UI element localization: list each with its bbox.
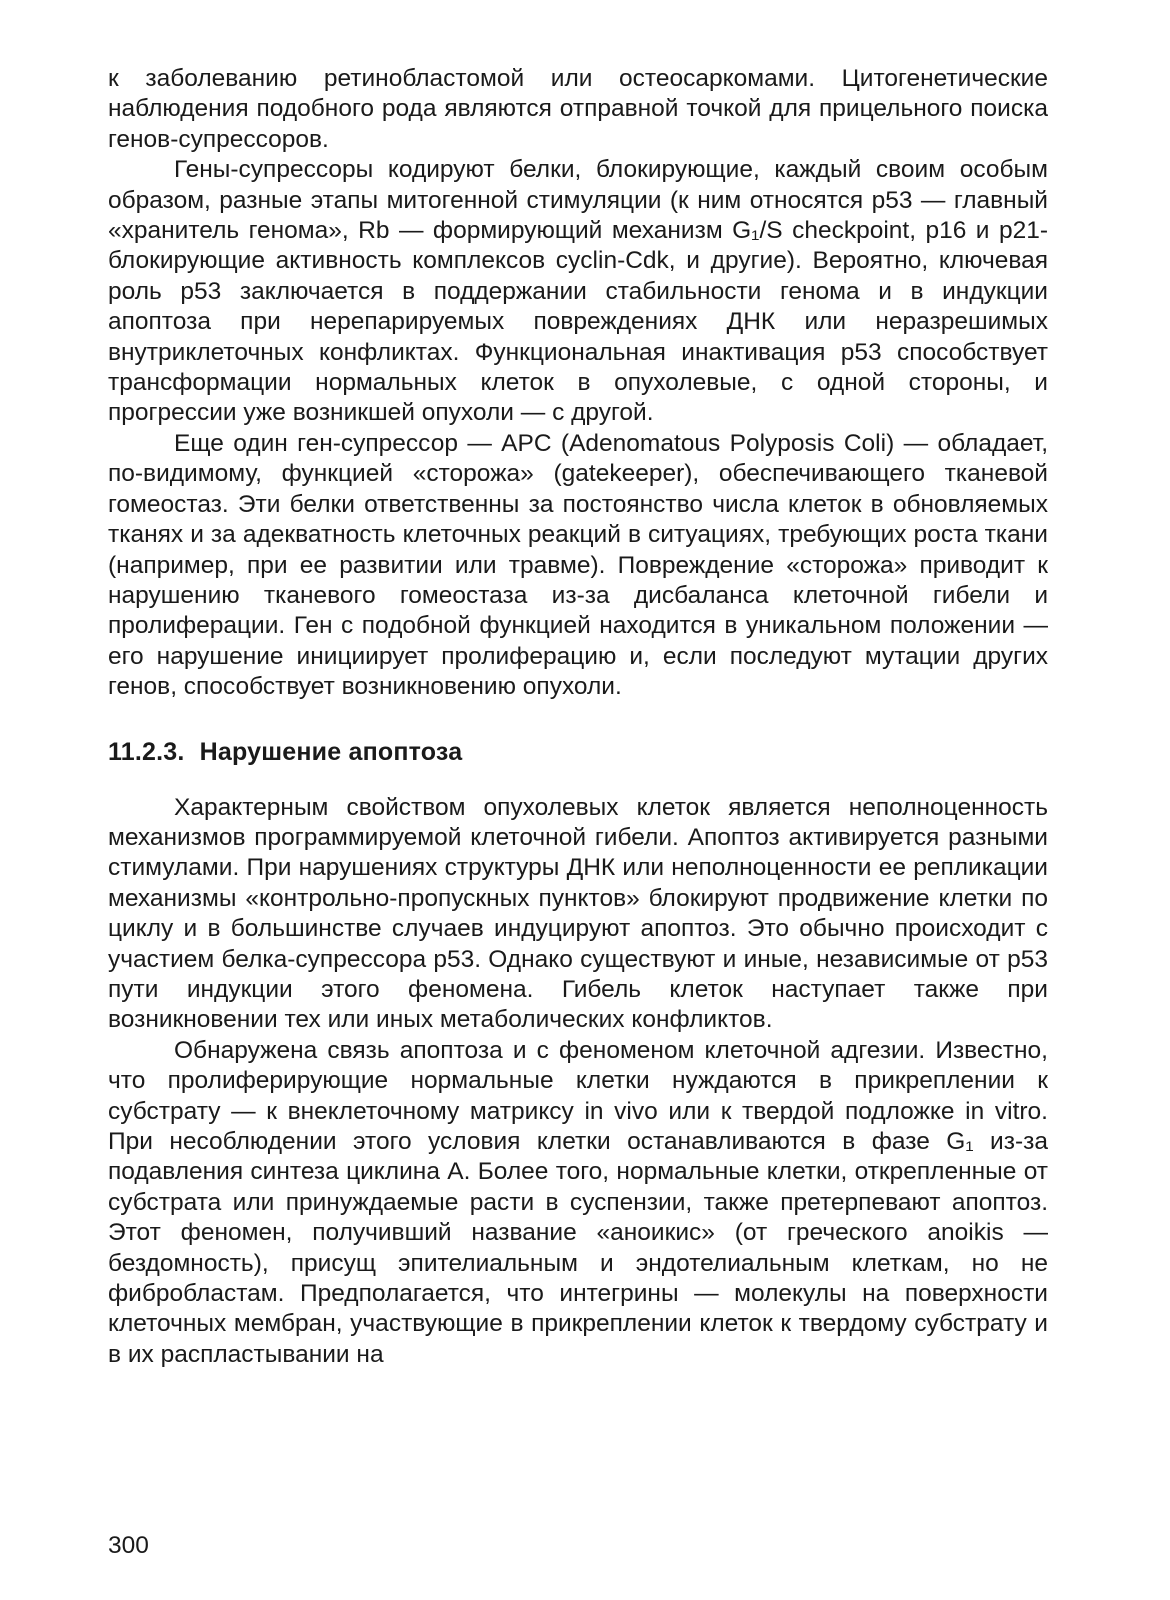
section-heading [108,737,1048,767]
page-body [108,64,1048,1370]
paragraph-1: к заболеванию ретинобластомой или остеосаркомами. Цитогенетические наблюдения подобного рода являются отправной точкой для прицельного поиска генов-супрессоров. [108,65,1048,153]
page-number: 300 [108,1532,149,1559]
paragraph-3: Еще один ген-супрессор — APC (Adenomatous Polyposis Coli) — обладает, по-видимому, функцией «сторожа» (gatekeeper), обеспечивающего тканевой гомеостаз. Эти белки ответственны за постоянство числа клеток в обновляемых тканях и за адекватность клеточных реакций в ситуациях, требующих роста ткани (например, при ее развитии или травме). Повреждение «сторожа» приводит к нарушению тканевого гомеостаза из-за дисбаланса клеточной гибели и пролиферации. Ген с подобной функцией находится в уникальном положении — его нарушение инициирует пролиферацию и, если последуют мутации других генов, способствует возникновению опухоли. [108,429,1048,701]
section-number: 11.2.3. [108,737,185,766]
paragraph-5: Обнаружена связь апоптоза и с феноменом клеточной адгезии. Известно, что пролиферирующие нормальные клетки нуждаются в прикреплении к субстрату — к внеклеточному матриксу in vivo или к твердой подложке in vitro. При несоблюдении этого условия клетки останавливаются в фазе G₁ из-за подавления синтеза циклина А. Более того, нормальные клетки, открепленные от субстрата или принуждаемые расти в суспензии, также претерпевают апоптоз. Этот феномен, получивший название «аноикис» (от греческого anoikis — бездомность), присущ эпителиальным и эндотелиальным клеткам, но не фибробластам. Предполагается, что интегрины — молекулы на поверхности клеточных мембран, участвующие в прикреплении клеток к твердому субстрату и в их распластывании на [108,1036,1048,1368]
section-title: Нарушение апоптоза [199,737,463,766]
paragraph-4: Характерным свойством опухолевых клеток является неполноценность механизмов программируемой клеточной гибели. Апоптоз активируется разными стимулами. При нарушениях структуры ДНК или неполноценности ее репликации механизмы «контрольно-пропускных пунктов» блокируют продвижение клетки по циклу и в большинстве случаев индуцируют апоптоз. Это обычно происходит с участием белка-супрессора p53. Однако существуют и иные, независимые от p53 пути индукции этого феномена. Гибель клеток наступает также при возникновении тех или иных метаболических конфликтов. [108,793,1048,1034]
paragraph-2: Гены-супрессоры кодируют белки, блокирующие, каждый своим особым образом, разные этапы митогенной стимуляции (к ним относятся p53 — главный «хранитель генома», Rb — формирующий механизм G₁/S checkpoint, p16 и p21- блокирующие активность комплексов cyclin-Cdk, и другие). Вероятно, ключевая роль p53 заключается в поддержании стабильности генома и в индукции апоптоза при нерепарируемых повреждениях ДНК или неразрешимых внутриклеточных конфликтах. Функциональная инактивация p53 способствует трансформации нормальных клеток в опухолевые, с одной стороны, и прогрессии уже возникшей опухоли — с другой. [108,156,1048,427]
